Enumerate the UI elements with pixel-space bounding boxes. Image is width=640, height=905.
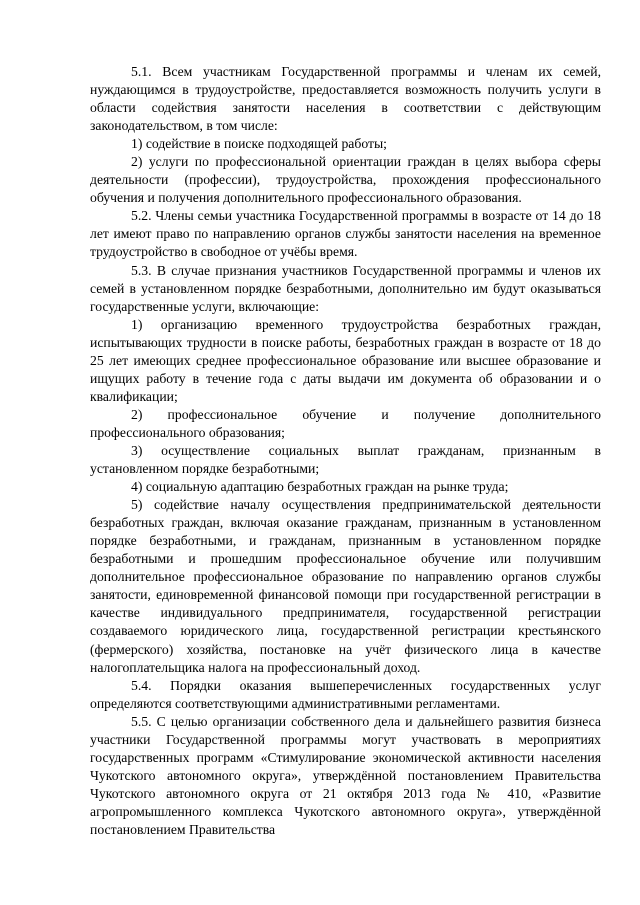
paragraph-5-2: 5.2. Члены семьи участника Государственной программы в возрасте от 14 до 18 лет имеют право по направлению органов службы занятости населения на временное трудоустройство в свободное от учёбы время. <box>90 208 601 260</box>
paragraph-5-3-item-5: 5) содействие началу осуществления предпринимательской деятельности безработных граждан, включая оказание гражданам, признанным в установленном порядке безработными, и гражданам, признанным в установленном порядке безработными и прошедшим профессиональное обучение или получившим дополнительное профессиональное образование по направлению органов службы занятости, единовременной финансовой помощи при государственной регистрации в качестве индивидуального предпринимателя, государственной регистрации создаваемого юридического лица, государственной регистрации крестьянского (фермерского) хозяйства, постановке на учёт физического лица в качестве налогоплательщика налога на профессиональный доход. <box>90 497 601 675</box>
paragraph-5-1-item-2: 2) услуги по профессиональной ориентации граждан в целях выбора сферы деятельности (профессии), трудоустройства, прохождения профессионального обучения и получения дополнительного профессионального образования. <box>90 154 601 206</box>
document-page <box>90 63 601 839</box>
paragraph-5-4: 5.4. Порядки оказания вышеперечисленных государственных услуг определяются соответствующими административными регламентами. <box>90 677 601 711</box>
paragraph-5-3-item-3: 3) осуществление социальных выплат гражданам, признанным в установленном порядке безработными; <box>90 442 601 477</box>
paragraph-5-3-item-4: 4) социальную адаптацию безработных граждан на рынке труда; <box>131 479 509 495</box>
paragraph-5-5: 5.5. С целью организации собственного дела и дальнейшего развития бизнеса участники Государственной программы могут участвовать в мероприятиях государственных программ «Стимулирование экономической активности населения Чукотского автономного округа», утверждённой постановлением Правительства Чукотского автономного округа от 21 октября 2013 года № 410, «Развитие агропромышленного комплекса Чукотского автономного округа», утверждённой постановлением Правительства <box>90 713 601 837</box>
paragraph-5-3-item-2: 2) профессиональное обучение и получение дополнительного профессионального образования; <box>90 406 601 440</box>
paragraph-5-3-item-1: 1) организацию временного трудоустройства безработных граждан, испытывающих трудности в поиске работы, безработных граждан в возрасте от 18 до 25 лет имеющих среднее профессиональное образование или высшее образование и ищущих работу в течение года с даты выдачи им документа об образовании и о квалификации; <box>90 316 601 404</box>
paragraph-5-3: 5.3. В случае признания участников Государственной программы и членов их семей в установленном порядке безработными, дополнительно им будут оказываться государственные услуги, включающие: <box>90 262 601 314</box>
paragraph-5-1: 5.1. Всем участникам Государственной программы и членам их семей, нуждающимся в трудоустройстве, предоставляется возможность получить услуги в области содействия занятости населения в соответствии с действующим законодательством, в том числе: <box>90 64 601 134</box>
paragraph-5-1-item-1: 1) содействие в поиске подходящей работы; <box>131 136 387 152</box>
